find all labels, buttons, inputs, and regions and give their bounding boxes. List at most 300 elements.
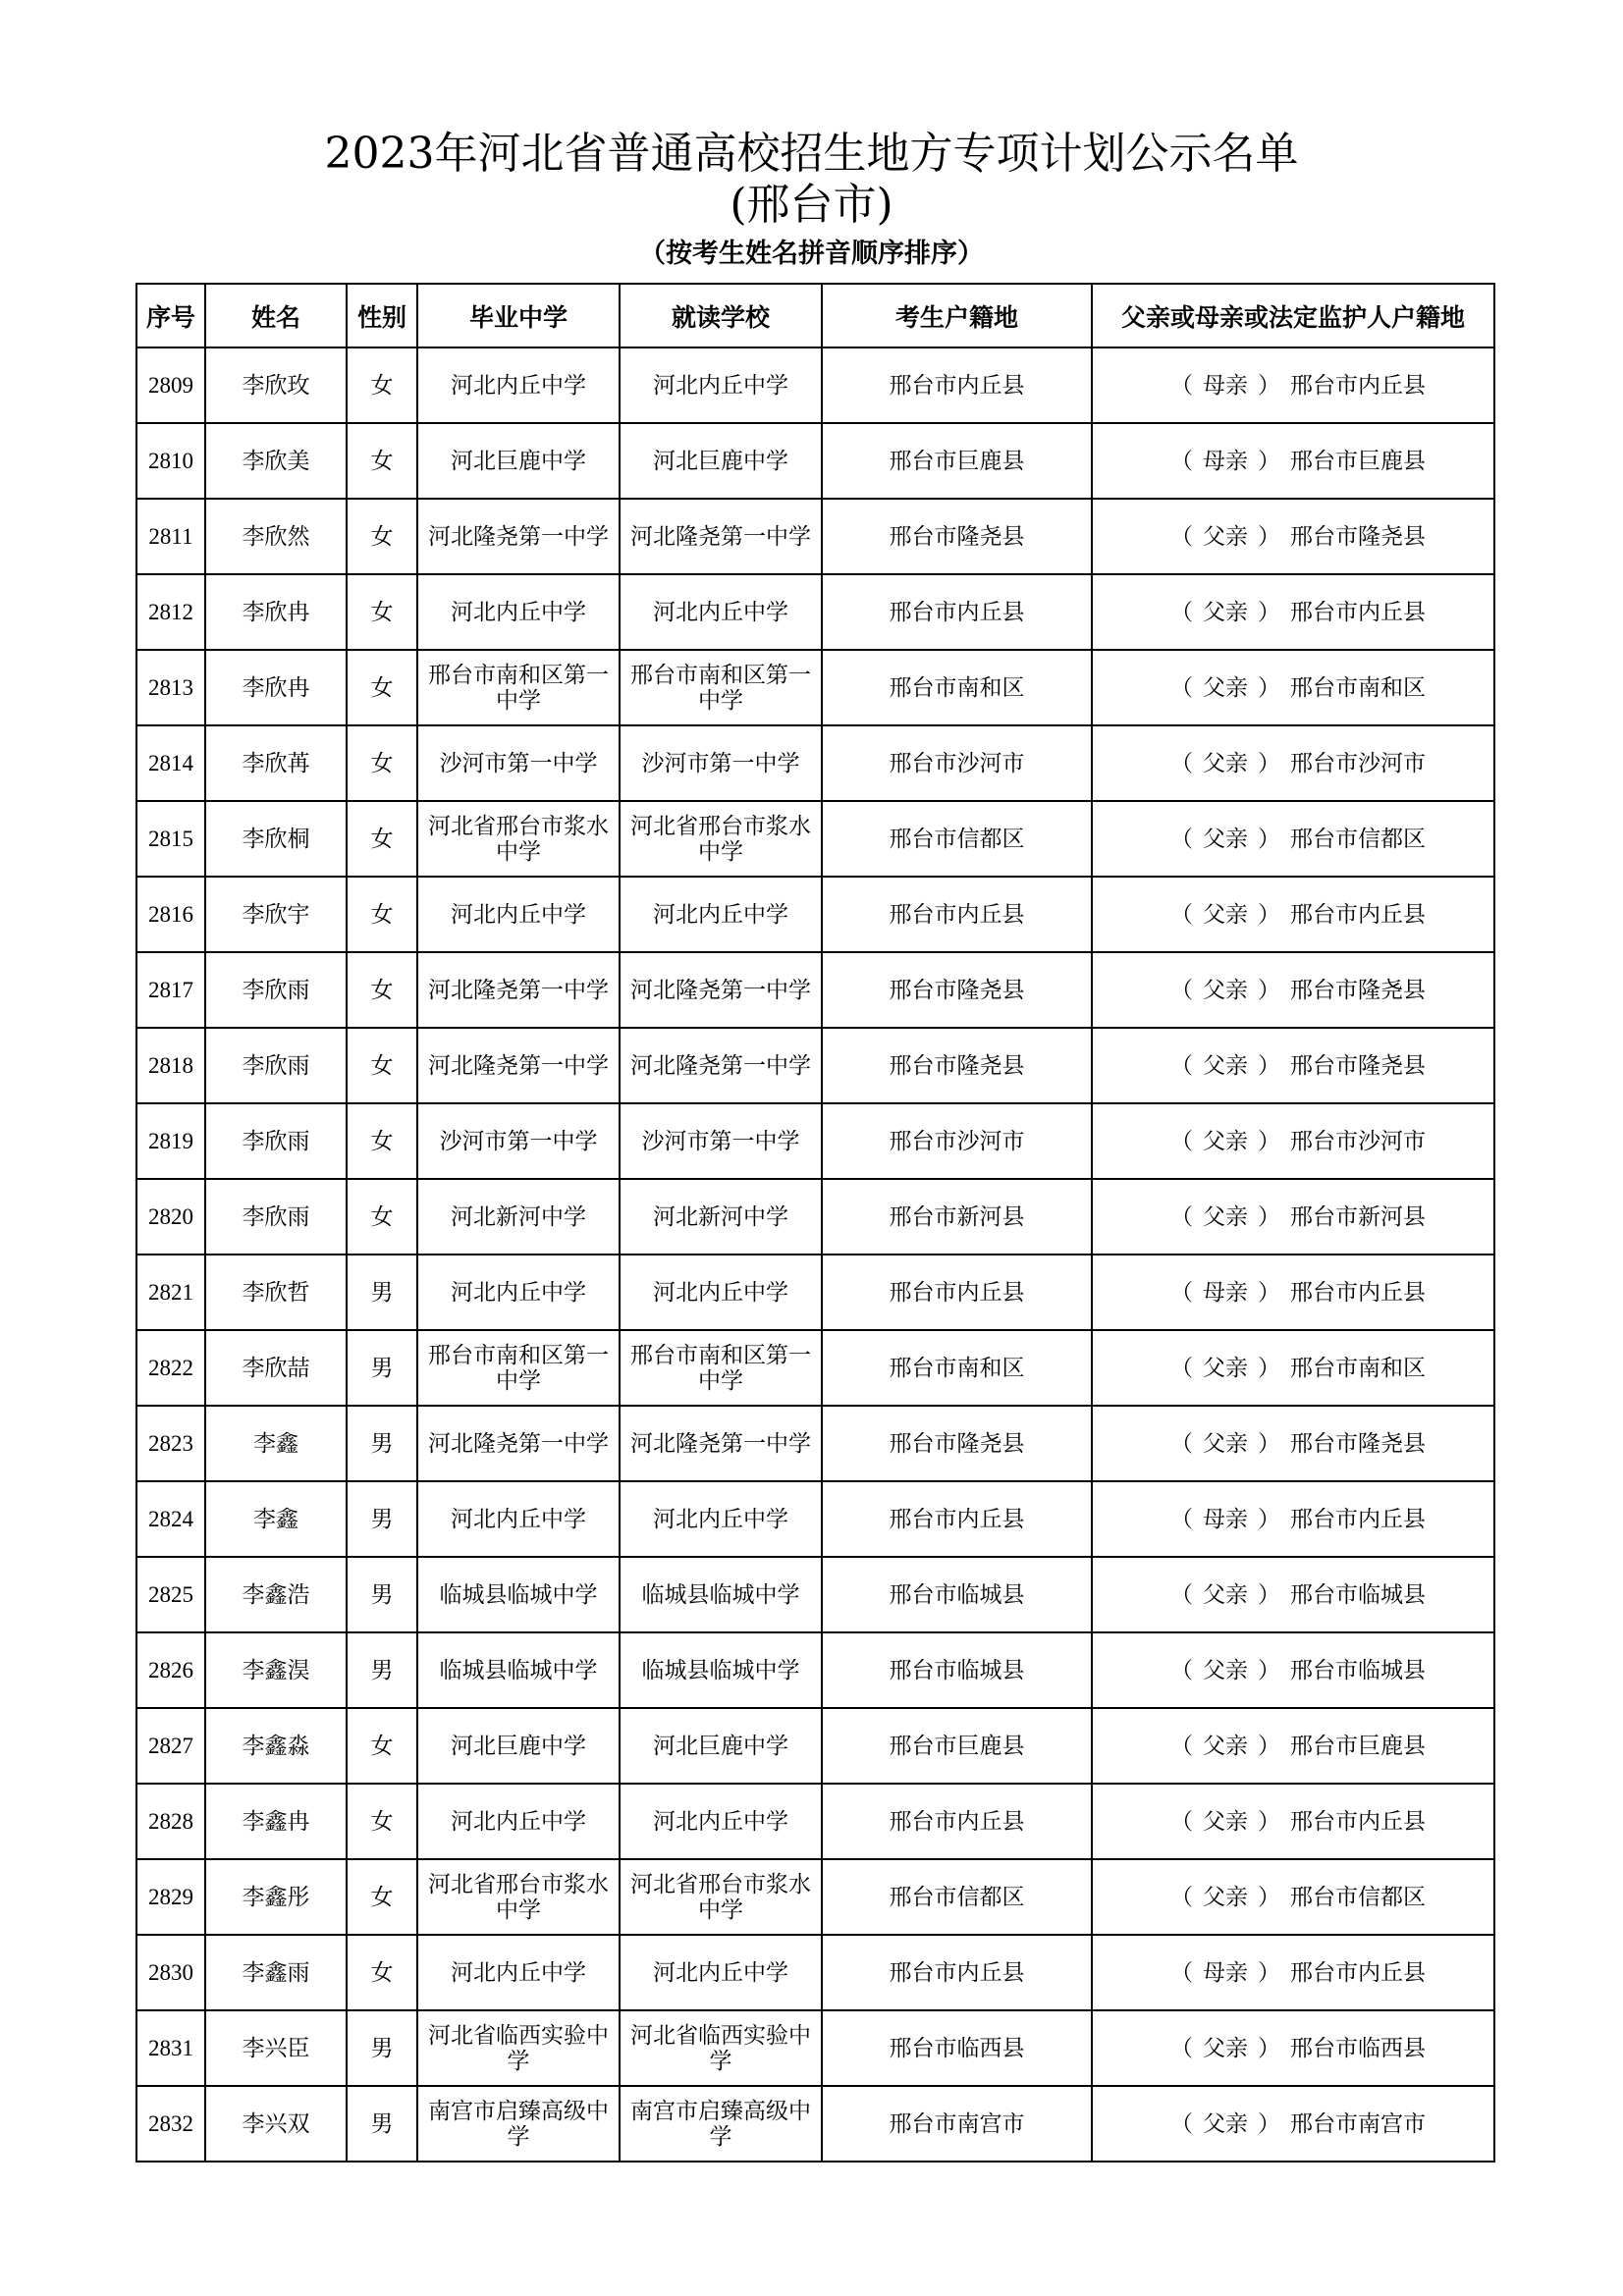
- open-paren: （: [1170, 523, 1193, 550]
- cell-gender: 男: [347, 1481, 417, 1557]
- cell-name: 李鑫雨: [205, 1935, 347, 2010]
- table-row: [136, 499, 1494, 574]
- close-paren: ）: [1258, 1430, 1280, 1457]
- cell-grad-school: 河北隆尧第一中学: [417, 1406, 620, 1481]
- guardian-hukou-value: 邢台市内丘县: [1290, 1808, 1426, 1835]
- cell-number: 2829: [136, 1859, 205, 1935]
- close-paren: ）: [1258, 2110, 1280, 2137]
- guardian-relation: 母亲: [1203, 448, 1248, 474]
- table-row: [136, 801, 1494, 877]
- cell-grad-school: 河北内丘中学: [417, 574, 620, 650]
- cell-guardian-hukou: [1092, 2010, 1494, 2086]
- guardian-hukou-value: 邢台市南宫市: [1290, 2110, 1426, 2137]
- document-header: [0, 128, 1623, 273]
- guardian-hukou-value: 邢台市沙河市: [1290, 1128, 1426, 1154]
- cell-school: 沙河市第一中学: [620, 725, 822, 801]
- close-paren: ）: [1258, 1052, 1280, 1079]
- cell-name: 李欣雨: [205, 1028, 347, 1103]
- col-header-gender: 性别: [347, 284, 417, 347]
- open-paren: （: [1170, 2110, 1193, 2137]
- open-paren: （: [1170, 1128, 1193, 1154]
- cell-school: 南宫市启臻高级中学: [620, 2086, 822, 2162]
- guardian-relation: 父亲: [1203, 977, 1248, 1003]
- guardian-hukou-value: 邢台市隆尧县: [1290, 523, 1426, 550]
- cell-name: 李欣冉: [205, 650, 347, 725]
- open-paren: （: [1170, 2035, 1193, 2061]
- open-paren: （: [1170, 901, 1193, 928]
- cell-gender: 女: [347, 574, 417, 650]
- table-row: [136, 1481, 1494, 1557]
- open-paren: （: [1170, 750, 1193, 776]
- cell-hukou: 邢台市内丘县: [822, 877, 1092, 952]
- close-paren: ）: [1258, 372, 1280, 399]
- guardian-info: [1161, 373, 1426, 399]
- cell-number: 2811: [136, 499, 205, 574]
- page-title: 2023年河北省普通高校招生地方专项计划公示名单: [324, 129, 1299, 179]
- cell-gender: 女: [347, 877, 417, 952]
- cell-guardian-hukou: [1092, 1255, 1494, 1330]
- table-row: [136, 650, 1494, 725]
- cell-hukou: 邢台市内丘县: [822, 347, 1092, 423]
- cell-gender: 女: [347, 1784, 417, 1859]
- cell-school: 河北隆尧第一中学: [620, 499, 822, 574]
- guardian-relation: 父亲: [1203, 2110, 1248, 2137]
- table-header-row: [136, 284, 1494, 347]
- table-row: [136, 725, 1494, 801]
- open-paren: （: [1170, 1657, 1193, 1683]
- cell-number: 2815: [136, 801, 205, 877]
- cell-guardian-hukou: [1092, 2086, 1494, 2162]
- cell-guardian-hukou: [1092, 877, 1494, 952]
- guardian-hukou-value: 邢台市临城县: [1290, 1581, 1426, 1608]
- cell-number: 2820: [136, 1179, 205, 1255]
- cell-grad-school: 河北新河中学: [417, 1179, 620, 1255]
- cell-hukou: 邢台市内丘县: [822, 574, 1092, 650]
- cell-hukou: 邢台市临城县: [822, 1557, 1092, 1632]
- cell-grad-school: 河北内丘中学: [417, 1481, 620, 1557]
- cell-guardian-hukou: [1092, 1406, 1494, 1481]
- cell-guardian-hukou: [1092, 1935, 1494, 2010]
- cell-guardian-hukou: [1092, 725, 1494, 801]
- cell-guardian-hukou: [1092, 1103, 1494, 1179]
- table-row: [136, 1179, 1494, 1255]
- cell-school: 河北内丘中学: [620, 347, 822, 423]
- cell-hukou: 邢台市隆尧县: [822, 1028, 1092, 1103]
- guardian-info: [1161, 1658, 1426, 1683]
- table-row: [136, 1784, 1494, 1859]
- close-paren: ）: [1258, 1959, 1280, 1986]
- close-paren: ）: [1258, 1128, 1280, 1154]
- cell-guardian-hukou: [1092, 1557, 1494, 1632]
- open-paren: （: [1170, 977, 1193, 1003]
- table-row: [136, 2086, 1494, 2162]
- cell-gender: 女: [347, 347, 417, 423]
- cell-number: 2822: [136, 1330, 205, 1406]
- cell-number: 2810: [136, 423, 205, 499]
- guardian-hukou-value: 邢台市内丘县: [1290, 901, 1426, 928]
- cell-gender: 男: [347, 1255, 417, 1330]
- cell-guardian-hukou: [1092, 801, 1494, 877]
- cell-grad-school: 河北内丘中学: [417, 1255, 620, 1330]
- guardian-relation: 母亲: [1203, 1959, 1248, 1986]
- cell-name: 李鑫淏: [205, 1632, 347, 1708]
- close-paren: ）: [1258, 1581, 1280, 1608]
- cell-school: 河北省临西实验中学: [620, 2010, 822, 2086]
- cell-school: 河北内丘中学: [620, 574, 822, 650]
- close-paren: ）: [1258, 1203, 1280, 1230]
- cell-number: 2832: [136, 2086, 205, 2162]
- open-paren: （: [1170, 1808, 1193, 1835]
- cell-school: 河北内丘中学: [620, 1481, 822, 1557]
- guardian-info: [1161, 1507, 1426, 1532]
- col-header-name: 姓名: [205, 284, 347, 347]
- cell-name: 李鑫淼: [205, 1708, 347, 1784]
- cell-number: 2814: [136, 725, 205, 801]
- cell-number: 2817: [136, 952, 205, 1028]
- guardian-info: [1161, 978, 1426, 1003]
- cell-name: 李兴双: [205, 2086, 347, 2162]
- cell-school: 河北巨鹿中学: [620, 423, 822, 499]
- guardian-info: [1161, 827, 1426, 852]
- guardian-info: [1161, 449, 1426, 474]
- cell-gender: 女: [347, 952, 417, 1028]
- cell-school: 河北内丘中学: [620, 1255, 822, 1330]
- guardian-relation: 母亲: [1203, 1506, 1248, 1532]
- cell-name: 李欣雨: [205, 952, 347, 1028]
- cell-grad-school: 临城县临城中学: [417, 1632, 620, 1708]
- cell-grad-school: 河北省临西实验中学: [417, 2010, 620, 2086]
- guardian-info: [1161, 1356, 1426, 1381]
- close-paren: ）: [1258, 523, 1280, 550]
- cell-grad-school: 邢台市南和区第一中学: [417, 1330, 620, 1406]
- guardian-info: [1161, 1053, 1426, 1079]
- cell-gender: 女: [347, 1103, 417, 1179]
- cell-school: 河北隆尧第一中学: [620, 952, 822, 1028]
- guardian-hukou-value: 邢台市巨鹿县: [1290, 448, 1426, 474]
- table-row: [136, 877, 1494, 952]
- cell-gender: 男: [347, 1632, 417, 1708]
- cell-school: 河北内丘中学: [620, 877, 822, 952]
- guardian-relation: 父亲: [1203, 1733, 1248, 1759]
- cell-school: 河北省邢台市浆水中学: [620, 1859, 822, 1935]
- cell-school: 河北内丘中学: [620, 1784, 822, 1859]
- cell-number: 2827: [136, 1708, 205, 1784]
- guardian-hukou-value: 邢台市临西县: [1290, 2035, 1426, 2061]
- cell-gender: 女: [347, 1028, 417, 1103]
- table-row: [136, 574, 1494, 650]
- col-header-number: 序号: [136, 284, 205, 347]
- cell-name: 李鑫冉: [205, 1784, 347, 1859]
- cell-grad-school: 南宫市启臻高级中学: [417, 2086, 620, 2162]
- table-row: [136, 1632, 1494, 1708]
- table-row: [136, 1406, 1494, 1481]
- guardian-info: [1161, 1809, 1426, 1835]
- close-paren: ）: [1258, 901, 1280, 928]
- guardian-hukou-value: 邢台市隆尧县: [1290, 977, 1426, 1003]
- table-row: [136, 1330, 1494, 1406]
- guardian-hukou-value: 邢台市内丘县: [1290, 372, 1426, 399]
- close-paren: ）: [1258, 750, 1280, 776]
- cell-gender: 女: [347, 801, 417, 877]
- guardian-hukou-value: 邢台市内丘县: [1290, 599, 1426, 625]
- cell-grad-school: 河北省邢台市浆水中学: [417, 801, 620, 877]
- cell-guardian-hukou: [1092, 1330, 1494, 1406]
- cell-school: 河北内丘中学: [620, 1935, 822, 2010]
- close-paren: ）: [1258, 2035, 1280, 2061]
- guardian-hukou-value: 邢台市内丘县: [1290, 1506, 1426, 1532]
- guardian-relation: 父亲: [1203, 1808, 1248, 1835]
- cell-number: 2812: [136, 574, 205, 650]
- col-header-guardian-hukou: 父亲或母亲或法定监护人户籍地: [1092, 284, 1494, 347]
- cell-name: 李兴臣: [205, 2010, 347, 2086]
- cell-name: 李欣然: [205, 499, 347, 574]
- close-paren: ）: [1258, 826, 1280, 852]
- guardian-relation: 父亲: [1203, 1052, 1248, 1079]
- table-row: [136, 2010, 1494, 2086]
- roster-table: [135, 283, 1495, 2163]
- guardian-relation: 父亲: [1203, 523, 1248, 550]
- cell-gender: 男: [347, 1406, 417, 1481]
- guardian-info: [1161, 1280, 1426, 1306]
- close-paren: ）: [1258, 1808, 1280, 1835]
- cell-hukou: 邢台市巨鹿县: [822, 1708, 1092, 1784]
- guardian-info: [1161, 1582, 1426, 1608]
- cell-grad-school: 河北隆尧第一中学: [417, 1028, 620, 1103]
- cell-gender: 男: [347, 1330, 417, 1406]
- guardian-relation: 母亲: [1203, 1279, 1248, 1306]
- cell-guardian-hukou: [1092, 499, 1494, 574]
- guardian-relation: 父亲: [1203, 599, 1248, 625]
- cell-name: 李欣雨: [205, 1179, 347, 1255]
- sort-note: （按考生姓名拼音顺序排序）: [639, 239, 984, 269]
- cell-gender: 女: [347, 1708, 417, 1784]
- guardian-relation: 父亲: [1203, 1657, 1248, 1683]
- guardian-relation: 父亲: [1203, 826, 1248, 852]
- close-paren: ）: [1258, 448, 1280, 474]
- cell-hukou: 邢台市巨鹿县: [822, 423, 1092, 499]
- cell-name: 李欣喆: [205, 1330, 347, 1406]
- guardian-hukou-value: 邢台市信都区: [1290, 826, 1426, 852]
- guardian-relation: 父亲: [1203, 750, 1248, 776]
- cell-gender: 女: [347, 1179, 417, 1255]
- guardian-hukou-value: 邢台市隆尧县: [1290, 1052, 1426, 1079]
- guardian-info: [1161, 600, 1426, 625]
- table-row: [136, 1935, 1494, 2010]
- cell-number: 2824: [136, 1481, 205, 1557]
- cell-name: 李欣苒: [205, 725, 347, 801]
- cell-guardian-hukou: [1092, 1028, 1494, 1103]
- cell-gender: 男: [347, 2086, 417, 2162]
- cell-number: 2828: [136, 1784, 205, 1859]
- cell-hukou: 邢台市沙河市: [822, 1103, 1092, 1179]
- open-paren: （: [1170, 1959, 1193, 1986]
- table-row: [136, 423, 1494, 499]
- cell-guardian-hukou: [1092, 1859, 1494, 1935]
- guardian-info: [1161, 524, 1426, 550]
- cell-name: 李欣冉: [205, 574, 347, 650]
- table-row: [136, 347, 1494, 423]
- cell-guardian-hukou: [1092, 650, 1494, 725]
- guardian-relation: 父亲: [1203, 1884, 1248, 1910]
- cell-grad-school: 河北巨鹿中学: [417, 1708, 620, 1784]
- guardian-hukou-value: 邢台市隆尧县: [1290, 1430, 1426, 1457]
- cell-number: 2821: [136, 1255, 205, 1330]
- cell-grad-school: 河北巨鹿中学: [417, 423, 620, 499]
- cell-hukou: 邢台市临城县: [822, 1632, 1092, 1708]
- close-paren: ）: [1258, 599, 1280, 625]
- cell-grad-school: 河北隆尧第一中学: [417, 952, 620, 1028]
- guardian-hukou-value: 邢台市内丘县: [1290, 1279, 1426, 1306]
- cell-guardian-hukou: [1092, 574, 1494, 650]
- cell-school: 河北巨鹿中学: [620, 1708, 822, 1784]
- cell-hukou: 邢台市信都区: [822, 1859, 1092, 1935]
- cell-hukou: 邢台市内丘县: [822, 1784, 1092, 1859]
- cell-name: 李鑫: [205, 1406, 347, 1481]
- open-paren: （: [1170, 1506, 1193, 1532]
- col-header-school: 就读学校: [620, 284, 822, 347]
- cell-number: 2826: [136, 1632, 205, 1708]
- table-row: [136, 1708, 1494, 1784]
- cell-school: 河北隆尧第一中学: [620, 1406, 822, 1481]
- guardian-relation: 父亲: [1203, 1355, 1248, 1381]
- open-paren: （: [1170, 1581, 1193, 1608]
- open-paren: （: [1170, 826, 1193, 852]
- cell-name: 李欣桐: [205, 801, 347, 877]
- guardian-hukou-value: 邢台市巨鹿县: [1290, 1733, 1426, 1759]
- col-header-hukou: 考生户籍地: [822, 284, 1092, 347]
- guardian-hukou-value: 邢台市新河县: [1290, 1203, 1426, 1230]
- page-subtitle: (邢台市): [730, 180, 893, 230]
- cell-hukou: 邢台市新河县: [822, 1179, 1092, 1255]
- cell-number: 2831: [136, 2010, 205, 2086]
- cell-number: 2825: [136, 1557, 205, 1632]
- guardian-relation: 父亲: [1203, 1128, 1248, 1154]
- cell-guardian-hukou: [1092, 1481, 1494, 1557]
- guardian-relation: 父亲: [1203, 1430, 1248, 1457]
- cell-grad-school: 邢台市南和区第一中学: [417, 650, 620, 725]
- table-row: [136, 1557, 1494, 1632]
- cell-name: 李欣雨: [205, 1103, 347, 1179]
- guardian-info: [1161, 1129, 1426, 1154]
- cell-gender: 女: [347, 1859, 417, 1935]
- cell-grad-school: 沙河市第一中学: [417, 1103, 620, 1179]
- close-paren: ）: [1258, 1355, 1280, 1381]
- guardian-relation: 父亲: [1203, 1581, 1248, 1608]
- cell-school: 河北新河中学: [620, 1179, 822, 1255]
- cell-name: 李欣哲: [205, 1255, 347, 1330]
- cell-hukou: 邢台市南和区: [822, 650, 1092, 725]
- cell-hukou: 邢台市信都区: [822, 801, 1092, 877]
- cell-name: 李鑫浩: [205, 1557, 347, 1632]
- guardian-info: [1161, 1204, 1426, 1230]
- cell-school: 邢台市南和区第一中学: [620, 650, 822, 725]
- cell-grad-school: 河北内丘中学: [417, 1784, 620, 1859]
- open-paren: （: [1170, 599, 1193, 625]
- cell-grad-school: 河北省邢台市浆水中学: [417, 1859, 620, 1935]
- guardian-relation: 父亲: [1203, 2035, 1248, 2061]
- table-row: [136, 952, 1494, 1028]
- cell-number: 2816: [136, 877, 205, 952]
- cell-grad-school: 临城县临城中学: [417, 1557, 620, 1632]
- open-paren: （: [1170, 674, 1193, 701]
- cell-number: 2813: [136, 650, 205, 725]
- table-body: [136, 347, 1494, 2162]
- cell-grad-school: 河北内丘中学: [417, 1935, 620, 2010]
- cell-hukou: 邢台市隆尧县: [822, 1406, 1092, 1481]
- guardian-hukou-value: 邢台市内丘县: [1290, 1959, 1426, 1986]
- guardian-relation: 父亲: [1203, 1203, 1248, 1230]
- guardian-relation: 父亲: [1203, 674, 1248, 701]
- guardian-hukou-value: 邢台市沙河市: [1290, 750, 1426, 776]
- open-paren: （: [1170, 1279, 1193, 1306]
- close-paren: ）: [1258, 1733, 1280, 1759]
- table-row: [136, 1255, 1494, 1330]
- guardian-info: [1161, 1960, 1426, 1986]
- cell-gender: 女: [347, 499, 417, 574]
- cell-hukou: 邢台市隆尧县: [822, 499, 1092, 574]
- cell-name: 李欣玫: [205, 347, 347, 423]
- guardian-info: [1161, 902, 1426, 928]
- guardian-hukou-value: 邢台市南和区: [1290, 674, 1426, 701]
- open-paren: （: [1170, 448, 1193, 474]
- cell-grad-school: 河北内丘中学: [417, 877, 620, 952]
- guardian-relation: 父亲: [1203, 901, 1248, 928]
- cell-school: 河北省邢台市浆水中学: [620, 801, 822, 877]
- guardian-info: [1161, 2036, 1426, 2061]
- open-paren: （: [1170, 1733, 1193, 1759]
- cell-hukou: 邢台市南和区: [822, 1330, 1092, 1406]
- cell-school: 邢台市南和区第一中学: [620, 1330, 822, 1406]
- cell-guardian-hukou: [1092, 1179, 1494, 1255]
- open-paren: （: [1170, 372, 1193, 399]
- cell-hukou: 邢台市内丘县: [822, 1255, 1092, 1330]
- open-paren: （: [1170, 1052, 1193, 1079]
- cell-hukou: 邢台市临西县: [822, 2010, 1092, 2086]
- cell-school: 临城县临城中学: [620, 1632, 822, 1708]
- cell-grad-school: 河北内丘中学: [417, 347, 620, 423]
- cell-gender: 女: [347, 423, 417, 499]
- cell-gender: 女: [347, 650, 417, 725]
- guardian-hukou-value: 邢台市临城县: [1290, 1657, 1426, 1683]
- close-paren: ）: [1258, 977, 1280, 1003]
- open-paren: （: [1170, 1430, 1193, 1457]
- cell-guardian-hukou: [1092, 1632, 1494, 1708]
- cell-guardian-hukou: [1092, 1784, 1494, 1859]
- close-paren: ）: [1258, 1279, 1280, 1306]
- table-row: [136, 1859, 1494, 1935]
- cell-number: 2830: [136, 1935, 205, 2010]
- open-paren: （: [1170, 1203, 1193, 1230]
- cell-hukou: 邢台市内丘县: [822, 1481, 1092, 1557]
- cell-name: 李鑫彤: [205, 1859, 347, 1935]
- close-paren: ）: [1258, 674, 1280, 701]
- cell-name: 李鑫: [205, 1481, 347, 1557]
- cell-grad-school: 河北隆尧第一中学: [417, 499, 620, 574]
- guardian-info: [1161, 751, 1426, 776]
- cell-number: 2809: [136, 347, 205, 423]
- cell-hukou: 邢台市内丘县: [822, 1935, 1092, 2010]
- close-paren: ）: [1258, 1506, 1280, 1532]
- guardian-relation: 母亲: [1203, 372, 1248, 399]
- cell-gender: 女: [347, 1935, 417, 2010]
- cell-guardian-hukou: [1092, 1708, 1494, 1784]
- cell-gender: 男: [347, 2010, 417, 2086]
- open-paren: （: [1170, 1355, 1193, 1381]
- cell-gender: 男: [347, 1557, 417, 1632]
- guardian-hukou-value: 邢台市南和区: [1290, 1355, 1426, 1381]
- col-header-grad-school: 毕业中学: [417, 284, 620, 347]
- cell-school: 临城县临城中学: [620, 1557, 822, 1632]
